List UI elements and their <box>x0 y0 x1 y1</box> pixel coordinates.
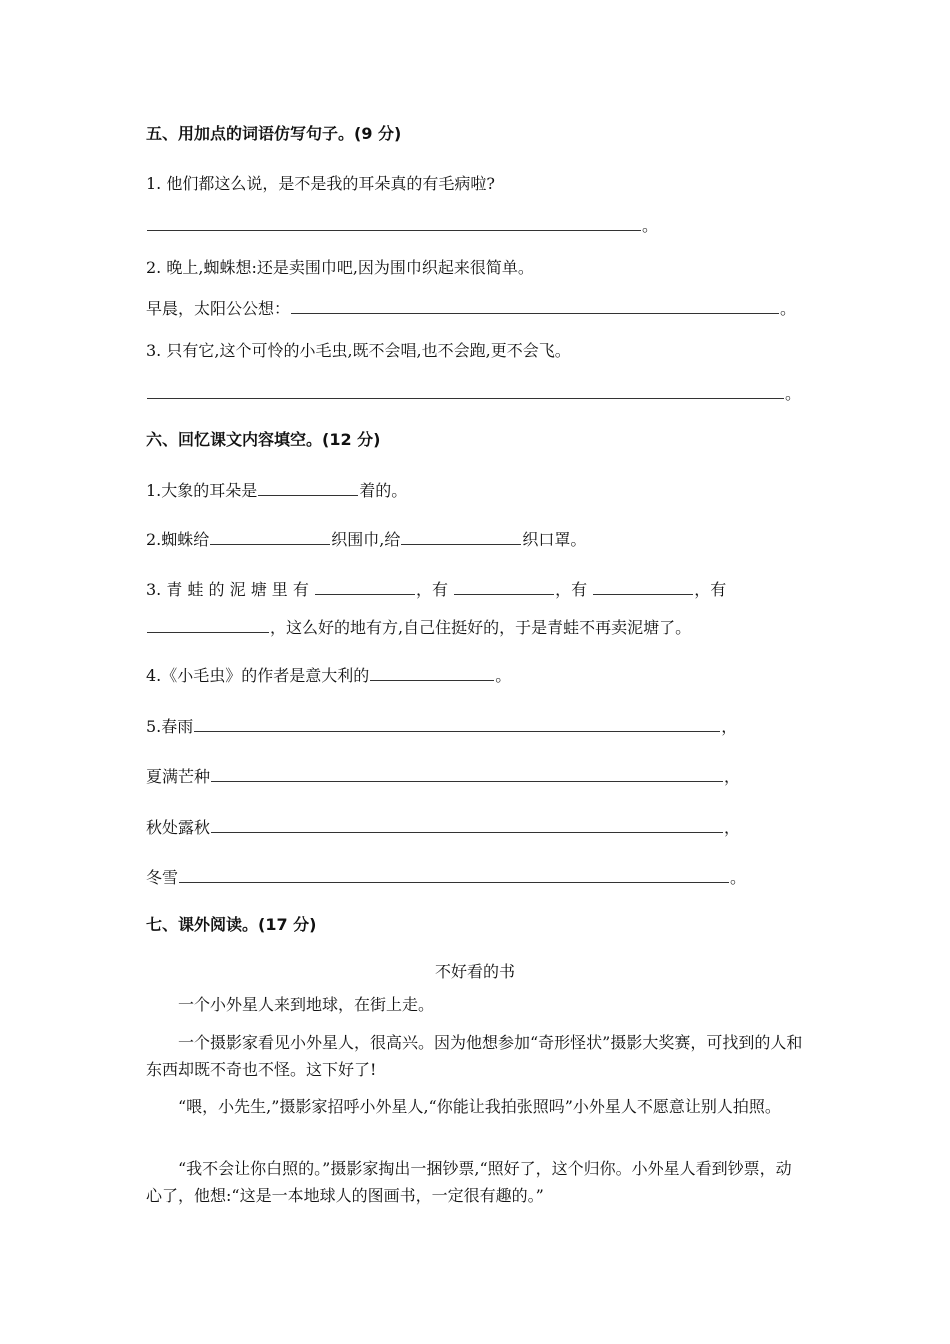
section6-question-3-cont <box>146 618 691 638</box>
answer-blank[interactable] <box>258 481 358 496</box>
question-text: 1.大象的耳朵是 <box>146 481 258 500</box>
question-text: ，有 <box>555 580 588 599</box>
answer-blank[interactable] <box>291 299 779 314</box>
story-paragraph: “喂，小先生,”摄影家招呼小外星人,“你能让我拍张照吗”小外星人不愿意让别人拍照。 <box>178 1097 781 1116</box>
sentence-end: 。 <box>780 299 797 318</box>
section5-question-2: 2. 晚上,蜘蛛想:还是卖围巾吧,因为围巾织起来很简单。 <box>146 258 534 277</box>
section5-answer-2 <box>146 299 796 319</box>
section5-answer-3 <box>146 384 801 404</box>
question-text: ，有 <box>694 580 727 599</box>
section6-question-5c <box>146 818 740 838</box>
answer-blank[interactable] <box>370 666 494 681</box>
sentence-end: ， <box>724 767 741 786</box>
answer-blank[interactable] <box>593 580 693 595</box>
question-text: 4.《小毛虫》的作者是意大利的 <box>146 666 370 685</box>
story-paragraph: 一个小外星人来到地球，在街上走。 <box>178 995 435 1014</box>
section6-question-2 <box>146 530 586 550</box>
question-text: 秋处露秋 <box>146 818 211 837</box>
answer-blank[interactable] <box>147 384 784 399</box>
section6-heading: 六、回忆课文内容填空。(12 分) <box>146 430 381 449</box>
question-text: 冬雪 <box>146 868 179 887</box>
sentence-end: 。 <box>785 384 802 403</box>
answer-blank[interactable] <box>147 216 641 231</box>
section5-answer-1 <box>146 216 658 236</box>
section6-question-5b <box>146 767 740 787</box>
story-title: 不好看的书 <box>434 962 515 981</box>
sentence-end: ， <box>721 717 738 736</box>
question-text: 2.蜘蛛给 <box>146 530 210 549</box>
section5-question-3: 3. 只有它,这个可怜的小毛虫,既不会唱,也不会跑,更不会飞。 <box>146 341 571 360</box>
question-text: 5.春雨 <box>146 717 194 736</box>
sentence-end: 。 <box>642 216 659 235</box>
answer-prefix: 早晨，太阳公公想： <box>146 299 291 318</box>
story-paragraph: 一个摄影家看见小外星人，很高兴。因为他想参加“奇形怪状”摄影大奖赛，可找到的人和东西却既不奇也不怪。这下好了! <box>146 1033 803 1079</box>
section6-question-4 <box>146 666 511 686</box>
answer-blank[interactable] <box>454 580 554 595</box>
answer-blank[interactable] <box>401 530 521 545</box>
answer-blank[interactable] <box>211 767 723 782</box>
section5-question-1: 1. 他们都这么说，是不是我的耳朵真的有毛病啦? <box>146 174 495 193</box>
question-text: 3. 青 蛙 的 泥 塘 里 有 <box>146 580 309 599</box>
question-text: 。 <box>495 666 512 685</box>
section7-heading: 七、课外阅读。(17 分) <box>146 915 317 934</box>
sentence-end: ， <box>724 818 741 837</box>
question-text: ，这么好的地有方,自己住挺好的，于是青蛙不再卖泥塘了。 <box>270 618 692 637</box>
answer-blank[interactable] <box>147 618 269 633</box>
answer-blank[interactable] <box>179 868 729 883</box>
answer-blank[interactable] <box>210 530 330 545</box>
answer-blank[interactable] <box>194 717 720 732</box>
question-text: ，有 <box>415 580 448 599</box>
question-text: 织口罩。 <box>522 530 587 549</box>
question-text: 织围巾,给 <box>331 530 401 549</box>
sentence-end: 。 <box>730 868 747 887</box>
section6-question-3 <box>146 580 726 600</box>
section6-question-5a <box>146 717 737 737</box>
story-paragraph: “我不会让你白照的。”摄影家掏出一捆钞票,“照好了，这个归你。小外星人看到钞票，动心了，他想:“这是一本地球人的图画书，一定很有趣的。” <box>146 1159 792 1205</box>
question-text: 夏满芒种 <box>146 767 211 786</box>
answer-blank[interactable] <box>211 818 723 833</box>
section5-heading: 五、用加点的词语仿写句子。(9 分) <box>146 124 402 143</box>
question-text: 着的。 <box>359 481 408 500</box>
section6-question-5d <box>146 868 746 888</box>
answer-blank[interactable] <box>315 580 415 595</box>
section6-question-1 <box>146 481 407 501</box>
